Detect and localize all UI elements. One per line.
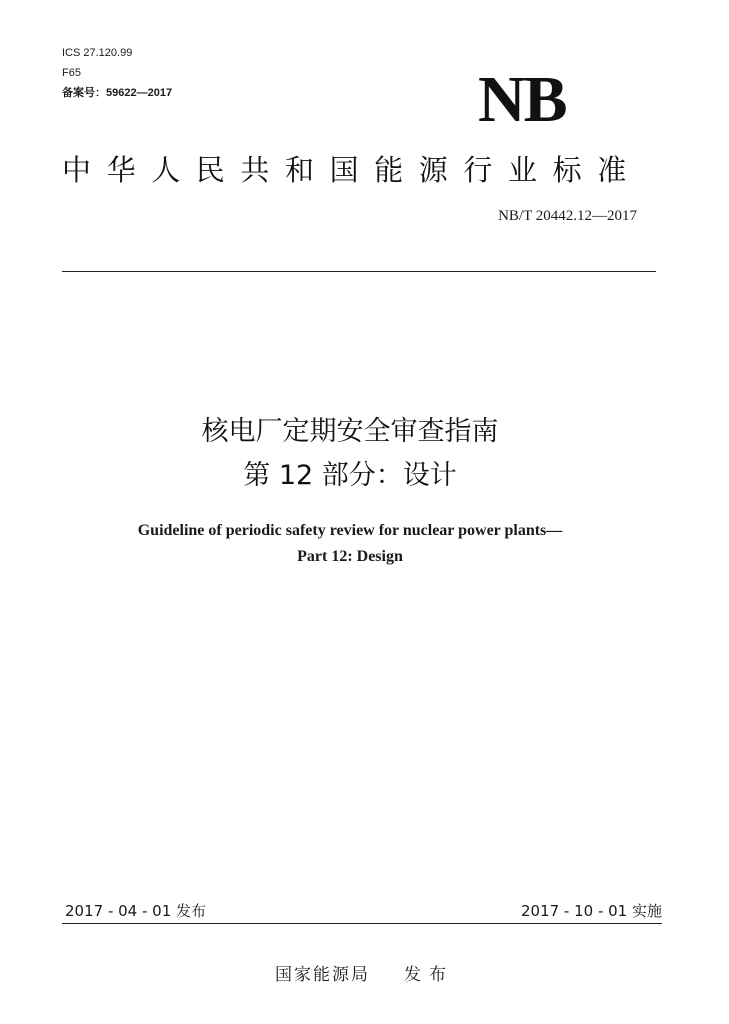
ccs-code: F65 — [62, 67, 81, 79]
english-title-line-2: Part 12: Design — [297, 548, 403, 565]
english-title — [0, 518, 700, 570]
implementation-date: 2017 - 10 - 01 实施 — [520, 902, 662, 920]
chinese-title-line-1: 核电厂定期安全审查指南 — [201, 416, 499, 447]
issuing-authority: 国家能源局 — [275, 965, 370, 985]
chinese-title — [0, 410, 700, 498]
footer-divider — [62, 923, 662, 924]
nb-logo: NB — [478, 63, 566, 136]
issue-verb: 发布 — [404, 965, 454, 985]
header-divider — [62, 271, 656, 272]
standard-code: NB/T 20442.12—2017 — [498, 208, 637, 224]
standard-organization-title: 中华人民共和国能源行业标准 — [62, 153, 642, 187]
record-number: 备案号：59622—2017 — [62, 87, 173, 99]
chinese-title-line-2: 第 12 部分：设计 — [243, 460, 457, 491]
publisher-line — [0, 962, 729, 988]
classification-block — [62, 43, 172, 103]
ics-code: ICS 27.120.99 — [62, 47, 133, 59]
issue-date: 2017 - 04 - 01 发布 — [65, 902, 207, 920]
english-title-line-1: Guideline of periodic safety review for nuclear power plants— — [137, 522, 563, 539]
